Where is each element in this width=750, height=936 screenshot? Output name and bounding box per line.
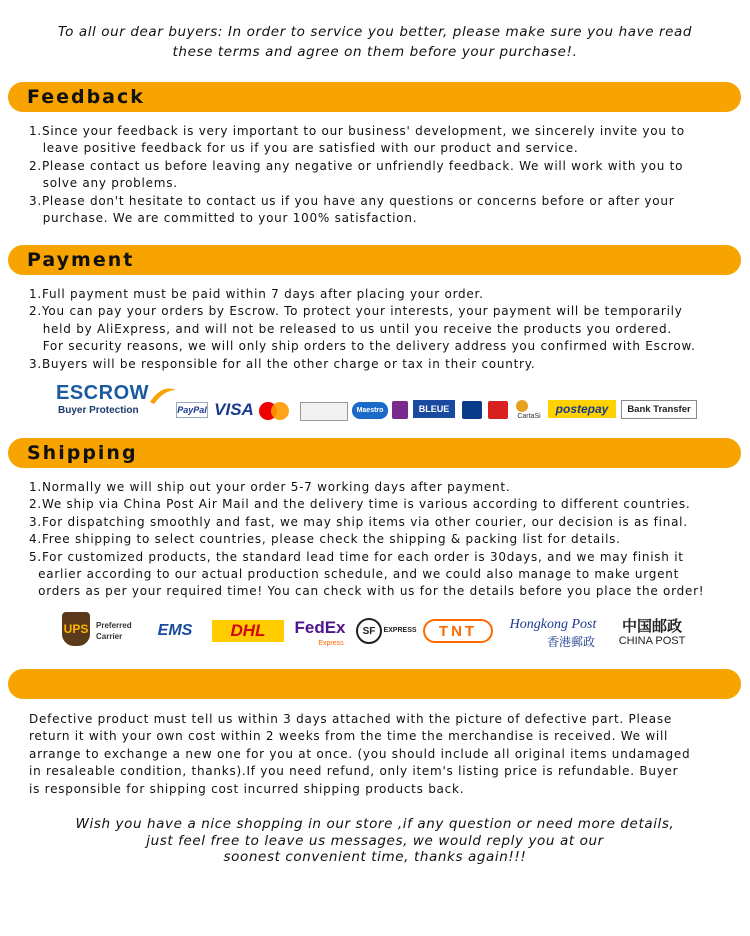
shipping-carriers-logos <box>0 608 750 658</box>
china-post-logo: CHINA POST <box>618 635 686 647</box>
feedback-header-bar <box>8 82 741 112</box>
maestro-logo: Maestro <box>352 402 388 419</box>
list-item: 5.For customized products, the standard lead time for each order is 30days, and we may finish it <box>29 549 684 564</box>
paragraph-line: arrange to exchange a new one for you at once. (you should include all original items undamaged <box>29 746 691 761</box>
ems-logo: EMS <box>157 622 193 639</box>
list-item: held by AliExpress, and will not be released to us until you receive the products you ordered. <box>29 321 672 336</box>
payment-header-bar <box>8 245 741 275</box>
paragraph-line: Defective product must tell us within 3 days attached with the picture of defective part. Please <box>29 712 672 726</box>
shipping-title: Shipping <box>27 442 138 464</box>
card-brand-icon <box>462 401 482 419</box>
list-item: For security reasons, we will only ship orders to the delivery address you confirmed with Escrow. <box>29 339 696 354</box>
visa-logo: VISA <box>214 400 254 419</box>
moneybookers-icon <box>300 402 348 421</box>
list-item: 1.Since your feedback is very important to our business' development, we sincerely invite you to <box>29 124 685 138</box>
closing-message <box>0 816 750 866</box>
tnt-logo: TNT <box>423 619 493 643</box>
intro-line: these terms and agree on them before your purchase!. <box>172 44 578 60</box>
list-item: solve any problems. <box>29 176 178 191</box>
list-item: 1.Full payment must be paid within 7 days after placing your order. <box>29 287 484 301</box>
list-item: 4.Free shipping to select countries, please check the shipping & packing list for details. <box>29 532 621 547</box>
feedback-list <box>29 123 741 227</box>
fedex-logo: FedEx <box>294 618 346 637</box>
sf-express-logo: SF <box>356 618 382 644</box>
list-item: 3.Please don't hesitate to contact us if you have any questions or concerns before or after your <box>29 193 675 208</box>
escrow-subtitle: Buyer Protection <box>58 404 139 416</box>
escrow-swoosh-icon <box>148 382 178 406</box>
escrow-logo: ESCROW <box>56 381 149 404</box>
list-item: 3.For dispatching smoothly and fast, we may ship items via other courier, our decision is as final. <box>29 514 688 529</box>
carte-bleue-logo: BLEUE <box>413 400 455 418</box>
defective-policy <box>29 711 690 798</box>
dhl-logo: DHL <box>212 620 284 642</box>
card-brand-icon <box>488 401 508 419</box>
list-item: 3.Buyers will be responsible for all the other charge or tax in their country. <box>29 356 536 371</box>
hongkong-post-logo: Hongkong Post <box>509 617 597 632</box>
china-post-chinese: 中国邮政 <box>621 617 682 635</box>
closing-line: Wish you have a nice shopping in our store ,if any question or need more details, <box>75 816 675 832</box>
postepay-logo: postepay <box>548 400 616 418</box>
ups-subtitle: Preferred <box>96 620 132 630</box>
card-brand-icon <box>392 401 408 419</box>
closing-line: soonest convenient time, thanks again!!! <box>223 849 527 865</box>
ups-logo: UPS <box>62 612 90 646</box>
payment-methods-logos <box>0 378 750 428</box>
paypal-logo: PayPal <box>176 402 208 418</box>
paragraph-line: return it with your own cost within 2 weeks from the time the merchandise is received. We will <box>29 729 669 744</box>
list-item: 2.Please contact us before leaving any negative or unfriendly feedback. We will work with you to <box>29 158 684 173</box>
list-item: orders as per your required time! You can check with us for the details before you place the order! <box>29 584 705 599</box>
intro-line: To all our dear buyers: In order to service you better, please make sure you have read <box>57 24 693 40</box>
list-item: 1.Normally we will ship out your order 5-7 working days after payment. <box>29 480 511 494</box>
list-item: purchase. We are committed to your 100% satisfaction. <box>29 211 418 226</box>
list-item: leave positive feedback for us if you are satisfied with our product and service. <box>29 141 579 156</box>
payment-list <box>29 286 741 373</box>
fedex-subtitle: Express <box>318 639 344 647</box>
list-item: 2.We ship via China Post Air Mail and the delivery time is various according to different countries. <box>29 497 691 512</box>
blank-header-bar <box>8 669 741 699</box>
list-item: earlier according to our actual production schedule, and we could also manage to make urgent <box>29 567 680 582</box>
cartasi-logo: CartaSi <box>517 412 541 420</box>
shipping-header-bar <box>8 438 741 468</box>
mastercard-icon <box>259 402 295 420</box>
hongkong-post-chinese: 香港郵政 <box>546 634 595 649</box>
shipping-list <box>29 479 741 601</box>
list-item: 2.You can pay your orders by Escrow. To protect your interests, your payment will be temporarily <box>29 304 683 319</box>
payment-title: Payment <box>27 249 135 271</box>
ups-subtitle: Carrier <box>96 631 123 641</box>
paragraph-line: is responsible for shipping cost incurred shipping products back. <box>29 781 465 796</box>
feedback-title: Feedback <box>27 86 145 108</box>
sf-express-subtitle: EXPRESS <box>383 626 417 634</box>
bank-transfer-logo: Bank Transfer <box>621 400 697 419</box>
intro-text <box>0 22 750 62</box>
closing-line: just feel free to leave us messages, we would reply you at our <box>146 832 604 849</box>
paragraph-line: in resaleable condition, thanks).If you need refund, only item's listing price is refundable. Buyer <box>29 764 679 779</box>
